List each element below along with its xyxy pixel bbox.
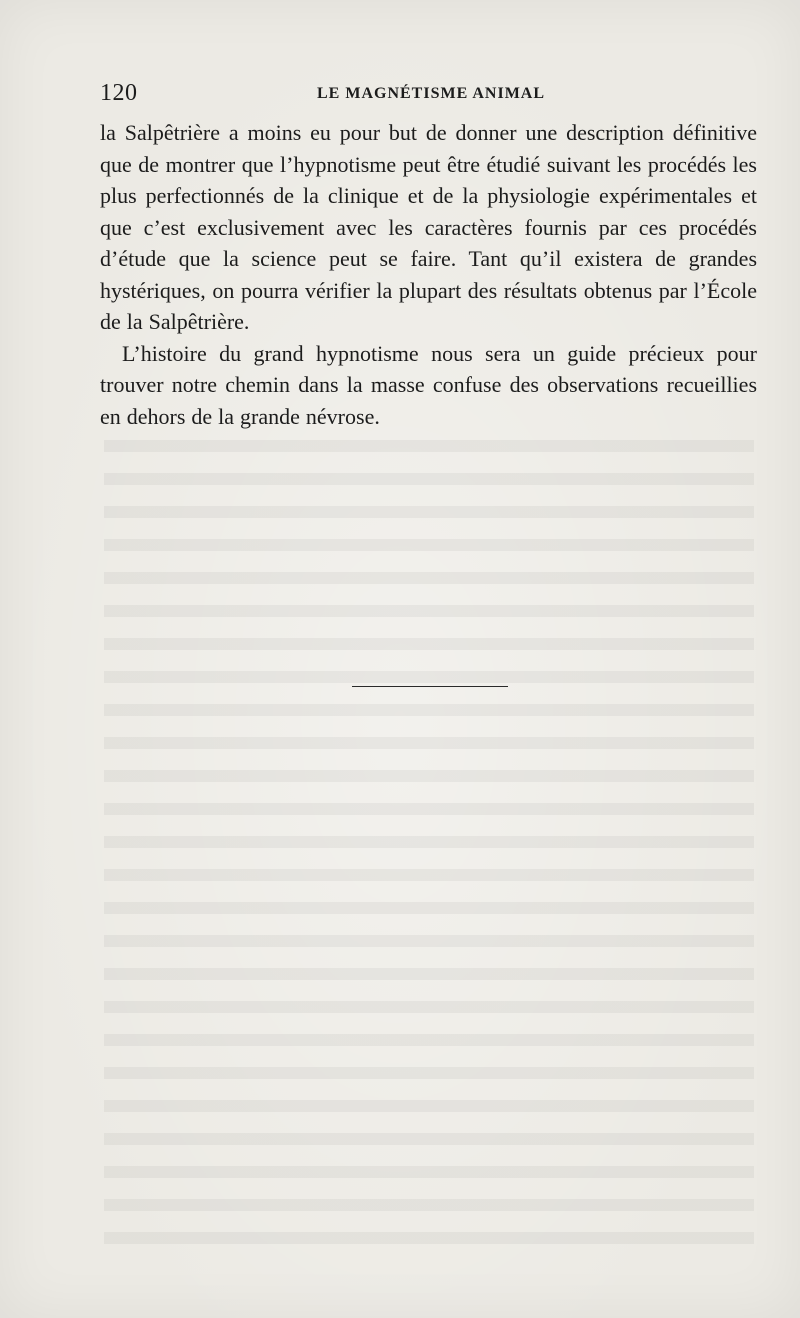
section-end-rule	[352, 686, 508, 687]
show-through-text	[104, 440, 754, 1260]
page-header	[100, 78, 757, 108]
body-text	[100, 117, 757, 432]
paragraph-2: L’histoire du grand hypnotisme nous sera un guide précieux pour trouver notre chemin dans la masse confuse des observations recueillies en dehors de la grande névrose.	[100, 340, 757, 429]
running-title: LE MAGNÉTISME ANIMAL	[317, 85, 546, 102]
page-number: 120	[100, 80, 138, 106]
paragraph-1: la Salpêtrière a moins eu pour but de donner une description définitive que de montrer que l’hypnotisme peut être étudié suivant les procédés les plus perfectionnés de la clinique et de la physiologie expérimentales et que c’est exclusivement avec les caractères fournis par ces procédés d’étude que la science peut se faire. Tant qu’il existera de grandes hystériques, on pourra vérifier la plupart des résultats obtenus par l’École de la Salpêtrière.	[100, 120, 757, 334]
